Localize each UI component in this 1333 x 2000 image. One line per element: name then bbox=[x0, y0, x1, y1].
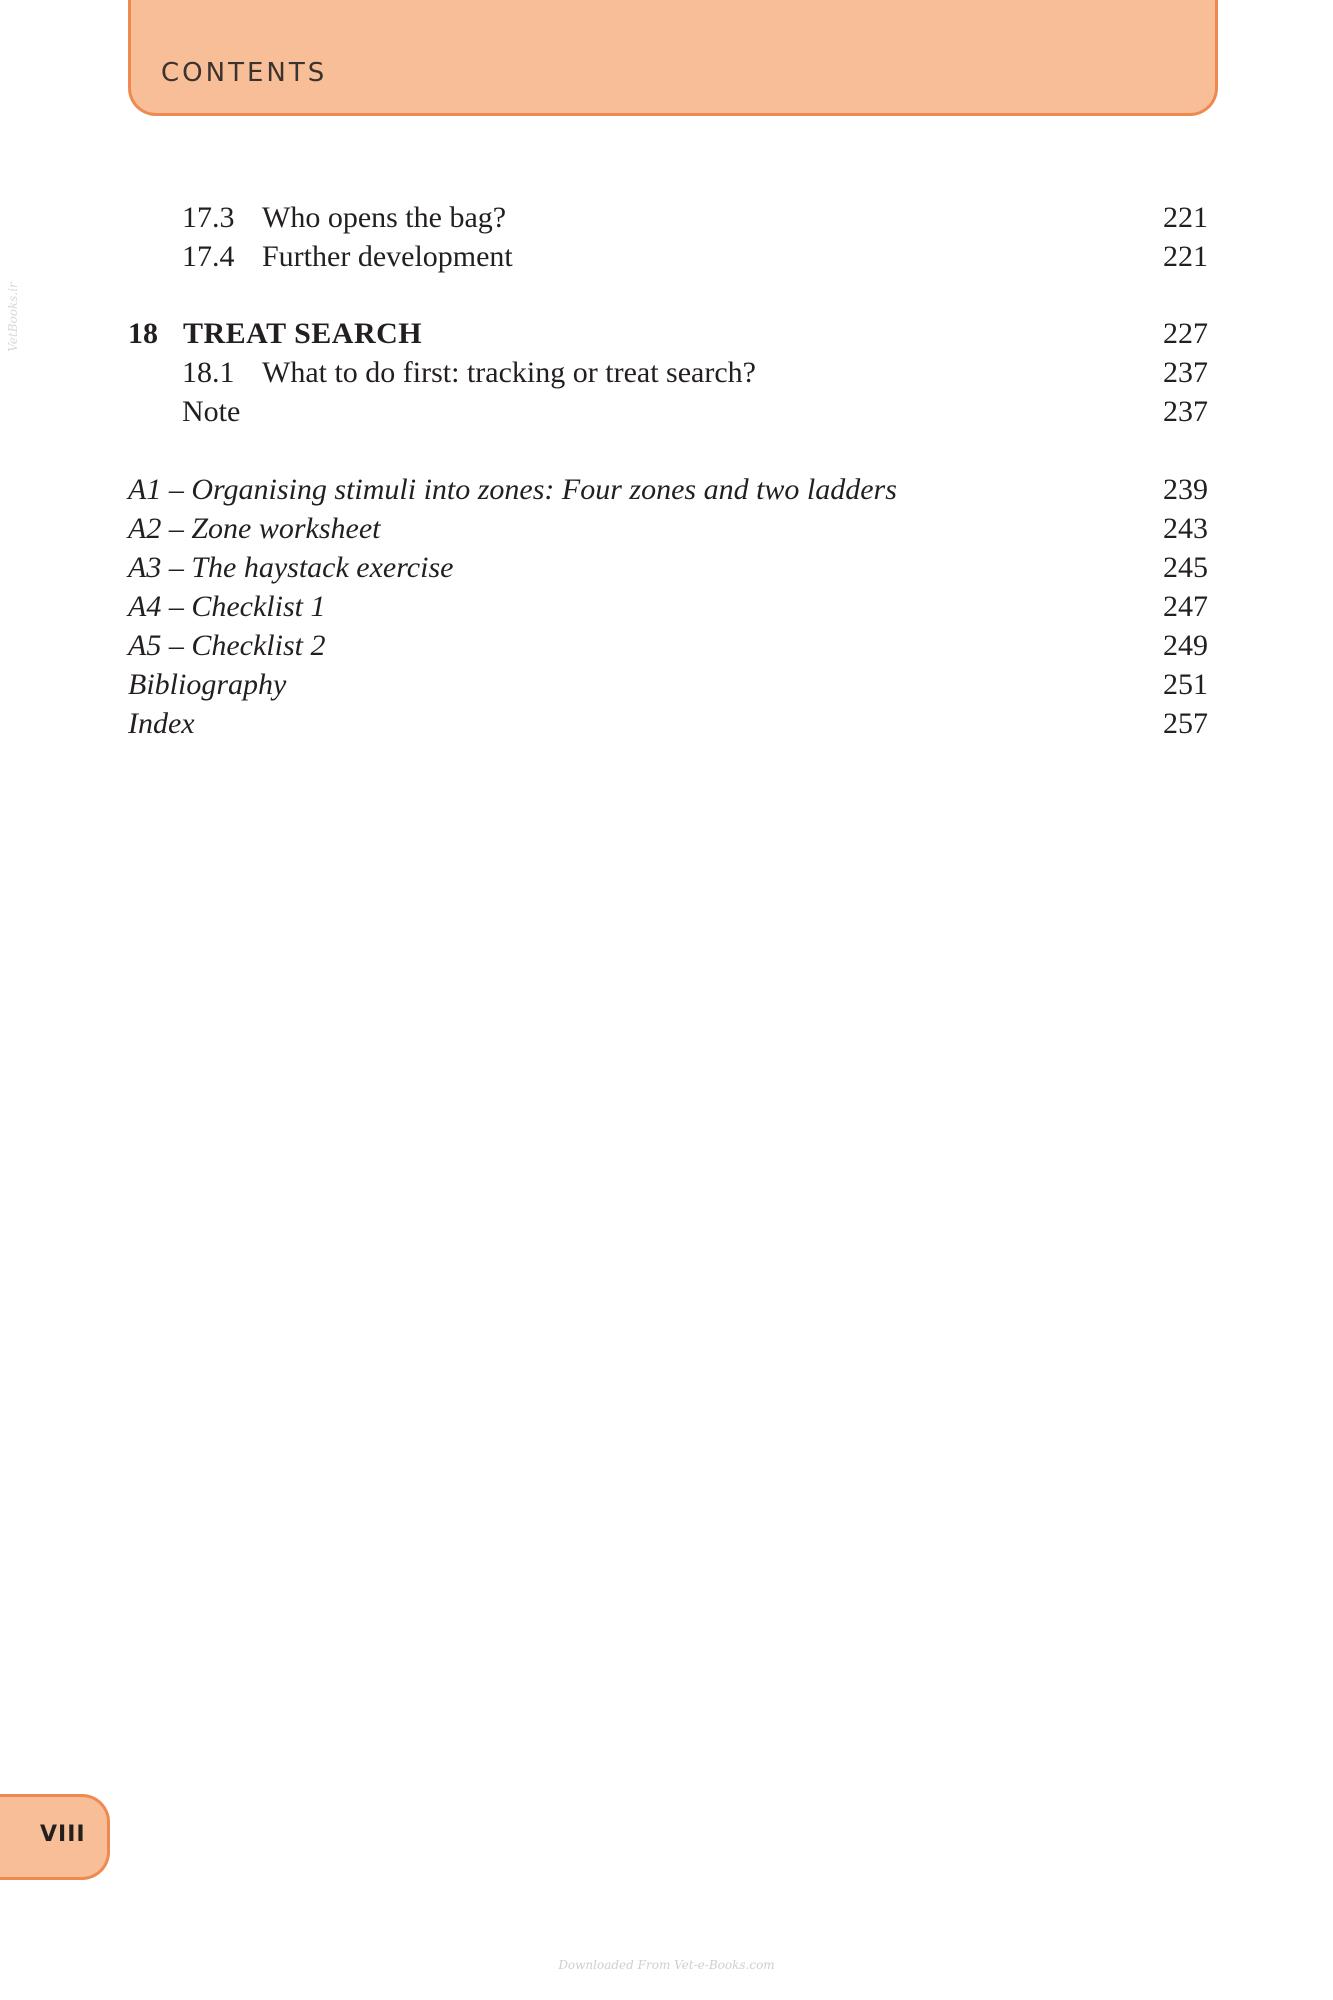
section-title: What to do first: tracking or treat search? bbox=[262, 356, 756, 389]
page-title: CONTENTS bbox=[161, 58, 328, 88]
toc-index[interactable] bbox=[128, 704, 195, 744]
page-number: 221 bbox=[1163, 201, 1208, 234]
appendix-title: Index bbox=[128, 707, 195, 740]
appendix-title: A3 – The haystack exercise bbox=[128, 551, 454, 584]
section-number: 17.3 bbox=[182, 201, 235, 234]
page-number-tab bbox=[0, 1794, 110, 1880]
toc-appendix-a4[interactable] bbox=[128, 587, 325, 627]
chapter-title: TREAT SEARCH bbox=[183, 317, 423, 350]
appendix-title: A5 – Checklist 2 bbox=[128, 629, 326, 662]
toc-bibliography[interactable] bbox=[128, 665, 286, 705]
section-title: Note bbox=[182, 395, 241, 428]
page-number: 237 bbox=[1163, 395, 1208, 428]
section-number: 18.1 bbox=[182, 356, 235, 389]
chapter-number: 18 bbox=[128, 317, 158, 350]
toc-appendix-a1[interactable] bbox=[128, 470, 897, 510]
toc-appendix-a2[interactable] bbox=[128, 509, 380, 549]
header-tab bbox=[128, 0, 1218, 116]
toc-entry-note[interactable] bbox=[182, 392, 240, 432]
page-number: 257 bbox=[1163, 707, 1208, 740]
appendix-title: Bibliography bbox=[128, 668, 287, 701]
section-number: 17.4 bbox=[182, 240, 235, 273]
page-number: 247 bbox=[1163, 590, 1208, 623]
page-number: 221 bbox=[1163, 240, 1208, 273]
toc-entry-18-1[interactable] bbox=[182, 353, 756, 393]
page-number-label: VIII bbox=[40, 1822, 86, 1847]
appendix-title: A4 – Checklist 1 bbox=[128, 590, 326, 623]
toc-chapter-18[interactable] bbox=[128, 314, 422, 354]
page-number: 245 bbox=[1163, 551, 1208, 584]
appendix-title: A1 – Organising stimuli into zones: Four zones and two ladders bbox=[128, 473, 897, 506]
page-number: 239 bbox=[1163, 473, 1208, 506]
footer-watermark: Downloaded From Vet-e-Books.com bbox=[558, 1958, 775, 1972]
toc-entry-17-3[interactable] bbox=[182, 198, 506, 238]
toc-appendix-a3[interactable] bbox=[128, 548, 453, 588]
page-number: 237 bbox=[1163, 356, 1208, 389]
page-number: 251 bbox=[1163, 668, 1208, 701]
toc-entry-17-4[interactable] bbox=[182, 237, 513, 277]
page-number: 249 bbox=[1163, 629, 1208, 662]
page-number: 227 bbox=[1163, 317, 1208, 350]
section-title: Who opens the bag? bbox=[262, 201, 507, 234]
side-watermark: VetBooks.ir bbox=[5, 282, 20, 352]
toc-appendix-a5[interactable] bbox=[128, 626, 325, 666]
page-number: 243 bbox=[1163, 512, 1208, 545]
appendix-title: A2 – Zone worksheet bbox=[128, 512, 381, 545]
section-title: Further development bbox=[262, 240, 513, 273]
